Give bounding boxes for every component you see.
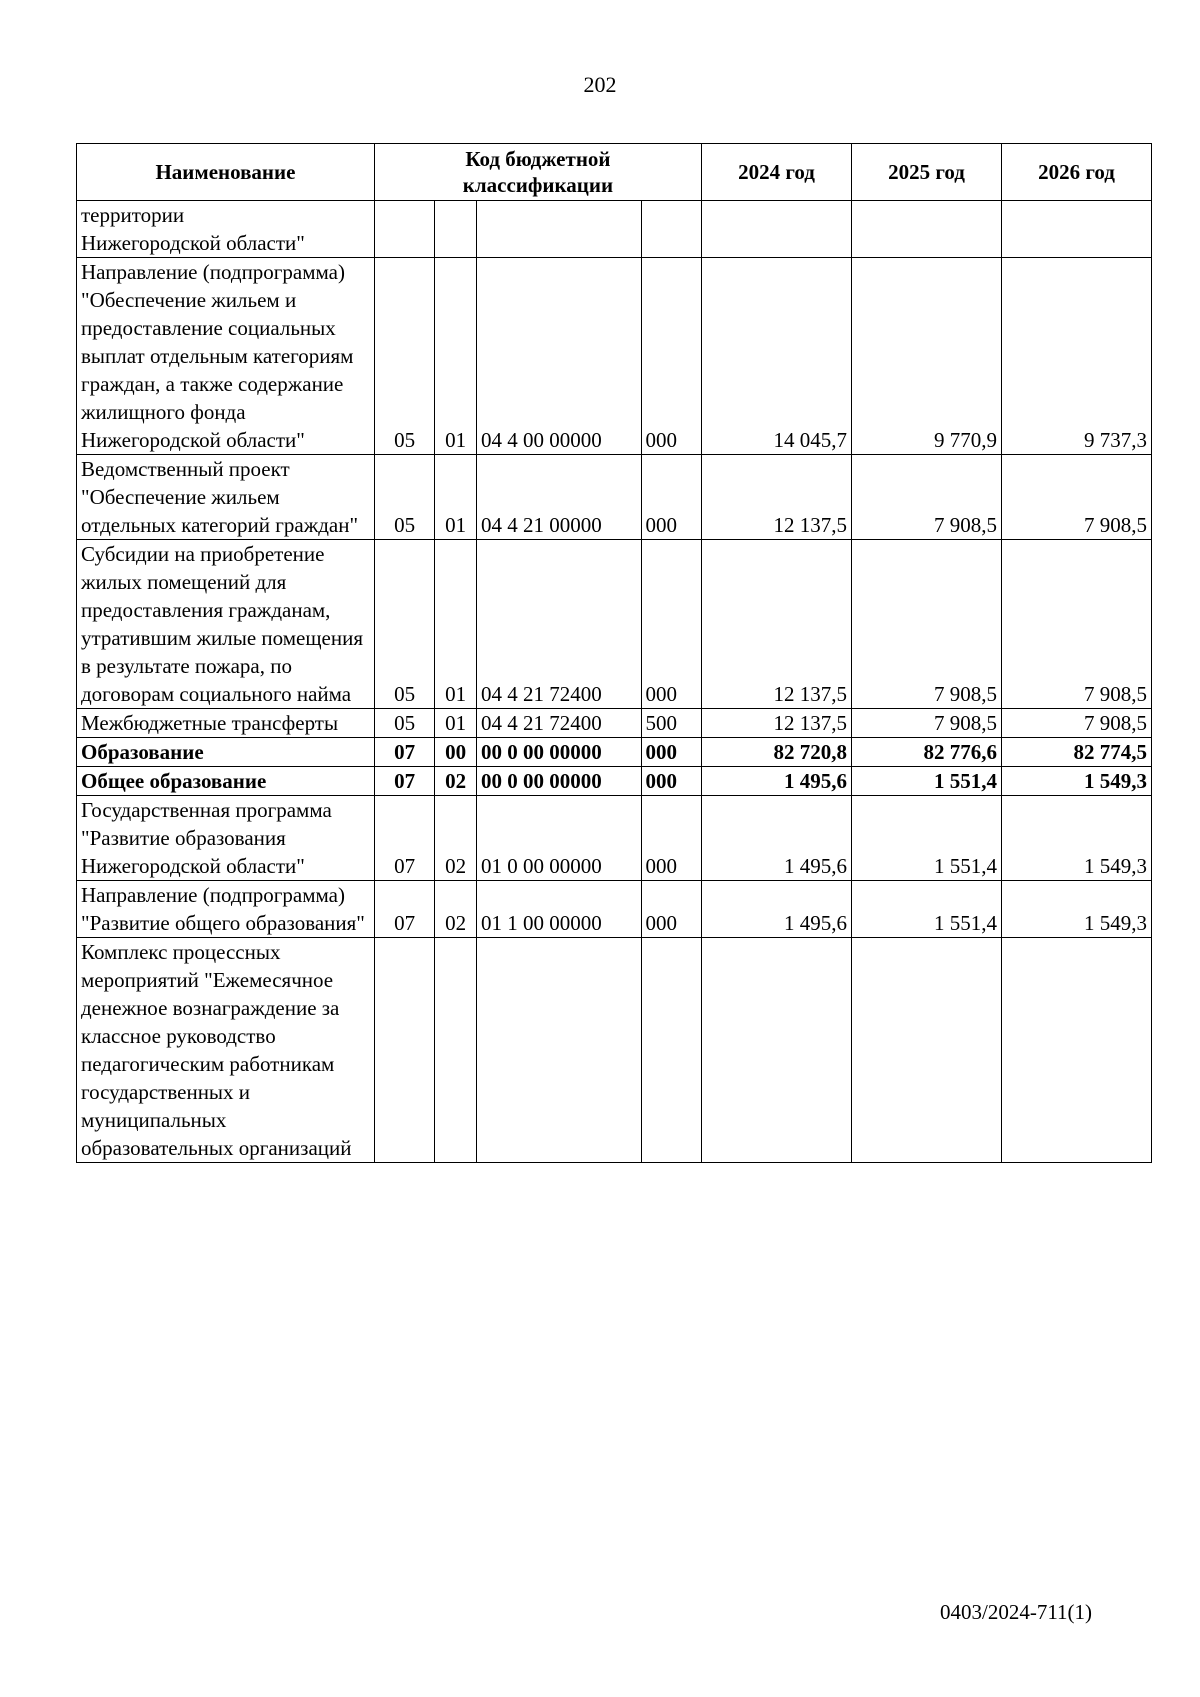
code-expense-type: 000 xyxy=(641,738,701,767)
header-code xyxy=(374,144,701,201)
header-2025: 2025 год xyxy=(851,144,1001,201)
code-section: 05 xyxy=(374,709,434,738)
code-subsection: 00 xyxy=(435,738,477,767)
code-expense-type xyxy=(641,201,701,258)
code-section: 07 xyxy=(374,796,434,881)
code-subsection: 01 xyxy=(435,709,477,738)
code-section: 05 xyxy=(374,258,434,455)
code-section xyxy=(374,938,434,1163)
code-subsection xyxy=(435,201,477,258)
table-row xyxy=(77,709,1152,738)
code-subsection: 01 xyxy=(435,258,477,455)
row-name: территории Нижегородской области" xyxy=(77,201,375,258)
code-subsection: 02 xyxy=(435,881,477,938)
row-name: Ведомственный проект "Обеспечение жильем отдельных категорий граждан" xyxy=(77,455,375,540)
value-2025: 7 908,5 xyxy=(851,709,1001,738)
value-2026 xyxy=(1001,201,1151,258)
value-2025: 7 908,5 xyxy=(851,540,1001,709)
row-name-text: Нижегородской области" xyxy=(81,231,305,255)
row-name: Направление (подпрограмма) "Развитие общего образования" xyxy=(77,881,375,938)
code-subsection: 02 xyxy=(435,796,477,881)
code-target: 04 4 21 72400 xyxy=(476,709,641,738)
row-name: Межбюджетные трансферты xyxy=(77,709,375,738)
code-target: 00 0 00 00000 xyxy=(476,738,641,767)
value-2024 xyxy=(701,938,851,1163)
code-target: 04 4 21 00000 xyxy=(476,455,641,540)
code-expense-type: 000 xyxy=(641,767,701,796)
value-2026: 82 774,5 xyxy=(1001,738,1151,767)
code-subsection: 02 xyxy=(435,767,477,796)
value-2026 xyxy=(1001,938,1151,1163)
value-2026: 7 908,5 xyxy=(1001,540,1151,709)
table-row xyxy=(77,201,1152,258)
table-row xyxy=(77,938,1152,1163)
code-expense-type: 000 xyxy=(641,455,701,540)
value-2024: 12 137,5 xyxy=(701,709,851,738)
table-row xyxy=(77,767,1152,796)
row-name: Субсидии на приобретение жилых помещений для предоставления гражданам, утратившим жилые помещения в результате пожара, по договорам социального найма xyxy=(77,540,375,709)
value-2025 xyxy=(851,201,1001,258)
header-name: Наименование xyxy=(77,144,375,201)
budget-table xyxy=(76,143,1152,1163)
value-2024: 1 495,6 xyxy=(701,767,851,796)
value-2025: 1 551,4 xyxy=(851,796,1001,881)
code-expense-type xyxy=(641,938,701,1163)
table-row xyxy=(77,881,1152,938)
value-2026: 9 737,3 xyxy=(1001,258,1151,455)
table-row xyxy=(77,455,1152,540)
value-2024: 82 720,8 xyxy=(701,738,851,767)
document-code: 0403/2024-711(1) xyxy=(940,1600,1093,1624)
code-target: 01 1 00 00000 xyxy=(476,881,641,938)
value-2026: 1 549,3 xyxy=(1001,796,1151,881)
value-2024 xyxy=(701,201,851,258)
row-name: Общее образование xyxy=(77,767,375,796)
table-row xyxy=(77,258,1152,455)
value-2026: 7 908,5 xyxy=(1001,455,1151,540)
code-section: 07 xyxy=(374,738,434,767)
code-target: 00 0 00 00000 xyxy=(476,767,641,796)
value-2025: 1 551,4 xyxy=(851,881,1001,938)
value-2026: 1 549,3 xyxy=(1001,881,1151,938)
header-2024: 2024 год xyxy=(701,144,851,201)
page-number: 202 xyxy=(583,72,617,97)
code-section: 05 xyxy=(374,540,434,709)
code-section: 07 xyxy=(374,767,434,796)
value-2024: 12 137,5 xyxy=(701,540,851,709)
value-2025: 7 908,5 xyxy=(851,455,1001,540)
code-expense-type: 000 xyxy=(641,258,701,455)
value-2026: 1 549,3 xyxy=(1001,767,1151,796)
table-row xyxy=(77,540,1152,709)
header-code-text: Код бюджетной классификации xyxy=(462,147,614,197)
value-2024: 12 137,5 xyxy=(701,455,851,540)
code-section xyxy=(374,201,434,258)
value-2025: 9 770,9 xyxy=(851,258,1001,455)
code-target: 04 4 00 00000 xyxy=(476,258,641,455)
table-row xyxy=(77,796,1152,881)
code-target: 04 4 21 72400 xyxy=(476,540,641,709)
code-target xyxy=(476,938,641,1163)
code-section: 05 xyxy=(374,455,434,540)
code-expense-type: 000 xyxy=(641,881,701,938)
code-expense-type: 000 xyxy=(641,540,701,709)
table-row xyxy=(77,738,1152,767)
value-2026: 7 908,5 xyxy=(1001,709,1151,738)
row-name: Образование xyxy=(77,738,375,767)
code-expense-type: 500 xyxy=(641,709,701,738)
row-name: Направление (подпрограмма) "Обеспечение жильем и предоставление социальных выплат отдельным категориям граждан, а также содержание жилищного фонда Нижегородской области" xyxy=(77,258,375,455)
table-header xyxy=(77,144,1152,201)
row-name: Комплекс процессных мероприятий "Ежемесячное денежное вознаграждение за классное руководство педагогическим работникам государственных и муниципальных образовательных организаций xyxy=(77,938,375,1163)
value-2025: 1 551,4 xyxy=(851,767,1001,796)
row-name: Государственная программа "Развитие образования Нижегородской области" xyxy=(77,796,375,881)
code-section: 07 xyxy=(374,881,434,938)
code-subsection: 01 xyxy=(435,540,477,709)
value-2024: 1 495,6 xyxy=(701,881,851,938)
code-subsection: 01 xyxy=(435,455,477,540)
code-target: 01 0 00 00000 xyxy=(476,796,641,881)
value-2024: 14 045,7 xyxy=(701,258,851,455)
code-subsection xyxy=(435,938,477,1163)
header-2026: 2026 год xyxy=(1001,144,1151,201)
value-2024: 1 495,6 xyxy=(701,796,851,881)
value-2025 xyxy=(851,938,1001,1163)
code-expense-type: 000 xyxy=(641,796,701,881)
value-2025: 82 776,6 xyxy=(851,738,1001,767)
code-target xyxy=(476,201,641,258)
